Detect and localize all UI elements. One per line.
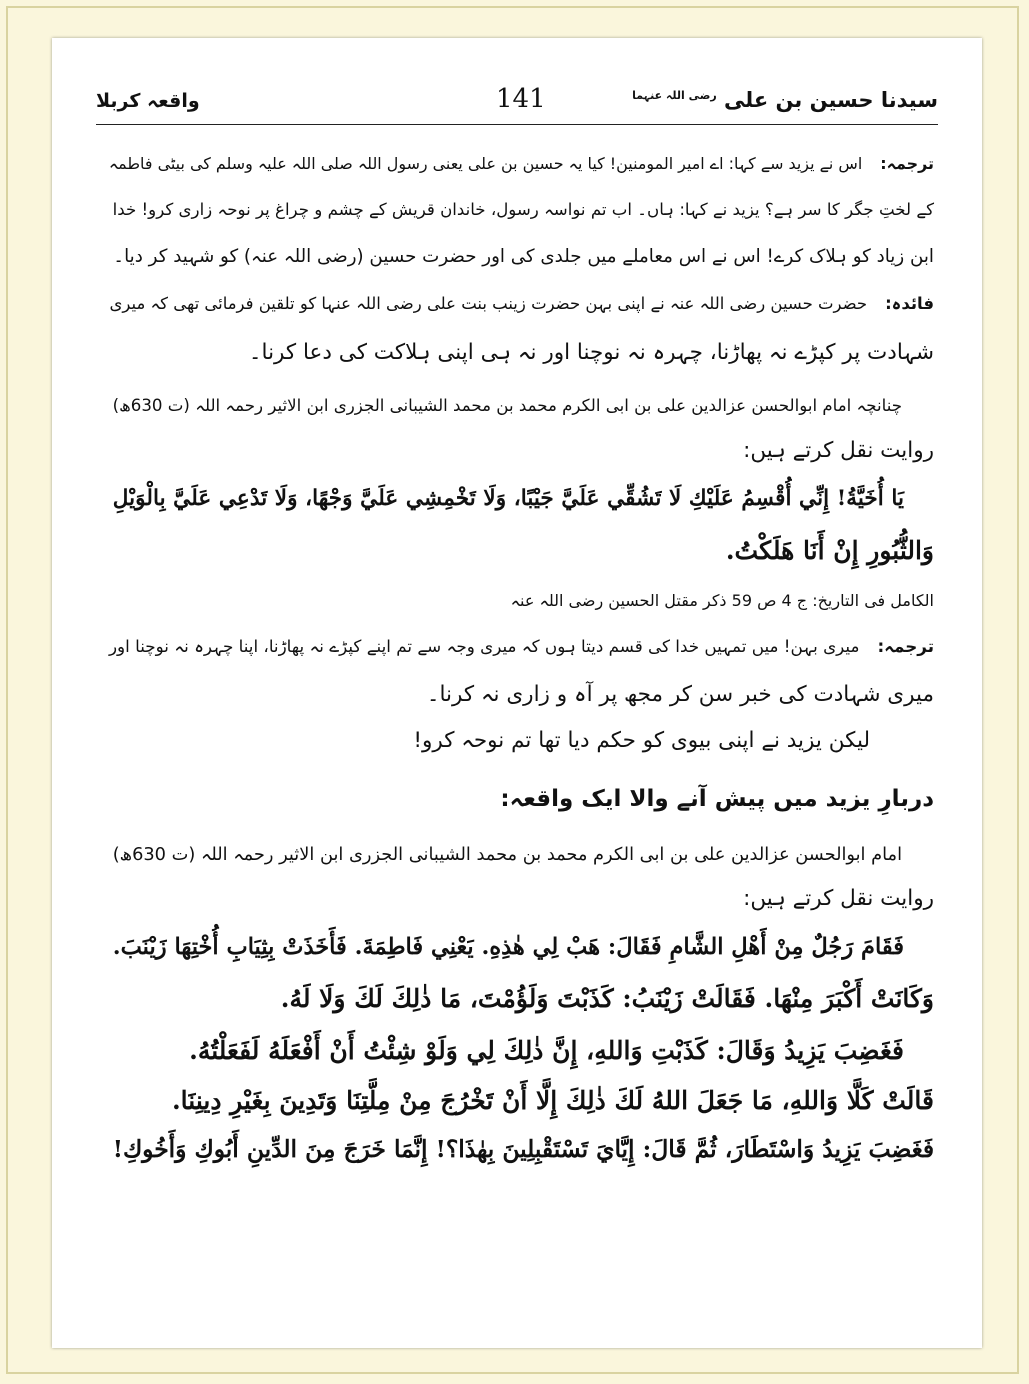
paragraph-line: کے لختِ جگر کا سر ہے؟ یزید نے کہا: ہاں۔ اب تم نواسہ رسول، خاندان قریش کے چشم و چراغ پر نوحہ زاری کرو! خدا (112, 200, 934, 219)
paragraph-line: ابن زیاد کو ہلاک کرے! اس نے اس معاملے میں جلدی کی اور حضرت حسین (رضی اللہ عنہ) کو شہید کر دیا۔ (113, 246, 934, 267)
paragraph-line: امام ابوالحسن عزالدین علی بن ابی الکرم محمد بن محمد الشیبانی الجزری ابن الاثیر رحمہ اللہ (ت 630ھ) (112, 844, 902, 865)
paragraph-line: روایت نقل کرتے ہیں: (743, 438, 934, 463)
arabic-quote-line: فَقَامَ رَجُلٌ مِنْ أَهْلِ الشَّامِ فَقَالَ: هَبْ لِي هٰذِهِ. يَعْنِي فَاطِمَةَ. فَأَخَذَتْ بِثِيَابِ أُخْتِهَا زَيْنَبَ. (112, 934, 904, 960)
paragraph-line (110, 296, 934, 312)
chapter-title: واقعہ کربلا (96, 90, 200, 112)
line-label: ترجمہ: (877, 636, 934, 656)
arabic-quote-line: وَالثُّبُورِ إِنْ أَنَا هَلَكْتُ. (725, 536, 934, 565)
arabic-quote-line: فَغَضِبَ يَزِيدُ وَاسْتَطَارَ، ثُمَّ قَالَ: إِيَّايَ تَسْتَقْبِلِينَ بِهٰذَا؟! إِنَّمَا خَرَجَ مِنَ الدِّينِ أَبُوكِ وَأَخُوكِ! (112, 1135, 934, 1163)
paragraph-line: چنانچہ امام ابوالحسن عزالدین علی بن ابی الکرم محمد بن محمد الشیبانی الجزری ابن الاثیر رحمہ اللہ (ت 630ھ) (112, 396, 902, 415)
line-text: اس نے یزید سے کہا: اے امیر المومنین! کیا یہ حسین بن علی یعنی رسول اللہ صلی اللہ علیہ وسلم کی بیٹی فاطمہ (108, 154, 863, 173)
honorific: رضی اللہ عنہما (632, 89, 717, 102)
arabic-quote-line: وَكَانَتْ أَكْبَرَ مِنْهَا. فَقَالَتْ زَيْنَبُ: كَذَبْتَ وَلَؤُمْتَ، مَا ذٰلِكَ لَكَ وَلَا لَهُ. (280, 984, 934, 1013)
arabic-quote-line: يَا أُخَيَّةُ! إِنِّي أُقْسِمُ عَلَيْكِ لَا تَشُقِّي عَلَيَّ جَيْبًا، وَلَا تَخْمِشِي عَلَيَّ وَجْهًا، وَلَا تَدْعِي عَلَيَّ بِالْوَيْلِ (112, 486, 904, 511)
running-header (96, 84, 938, 125)
page-number: 141 (496, 84, 546, 114)
line-label: ترجمہ: (880, 154, 934, 173)
paragraph-line (109, 638, 934, 655)
book-page (52, 38, 982, 1348)
paragraph-line: میری شہادت کی خبر سن کر مجھ پر آہ و زاری نہ کرنا۔ (426, 682, 934, 707)
line-text: میری بہن! میں تمہیں خدا کی قسم دیتا ہوں کہ میری وجہ سے تم اپنے کپڑے نہ پھاڑنا، اپنا چہرہ نہ نوچنا اور (108, 636, 860, 656)
paragraph-line: روایت نقل کرتے ہیں: (743, 886, 934, 911)
paragraph-line: لیکن یزید نے اپنی بیوی کو حکم دیا تھا تم نوحہ کرو! (413, 728, 870, 753)
source-reference: الکامل فی التاریخ: ج 4 ص 59 ذکر مقتل الحسین رضی اللہ عنہ (510, 591, 934, 610)
book-title-text: سیدنا حسین بن علی (724, 88, 938, 112)
paragraph-line: شہادت پر کپڑے نہ پھاڑنا، چہرہ نہ نوچنا اور نہ ہی اپنی ہلاکت کی دعا کرنا۔ (248, 340, 934, 365)
section-heading: دربارِ یزید میں پیش آنے والا ایک واقعہ: (500, 786, 934, 812)
paragraph-line (109, 156, 934, 172)
line-text: حضرت حسین رضی اللہ عنہ نے اپنی بہن حضرت زینب بنت علی رضی اللہ عنہا کو تلقین فرمائی تھی کہ میری (109, 294, 868, 313)
book-title (632, 88, 938, 112)
arabic-quote-line: قَالَتْ كَلَّا وَاللهِ، مَا جَعَلَ اللهُ لَكَ ذٰلِكَ إِلَّا أَنْ تَخْرُجَ مِنْ مِلَّتِنَا وَتَدِينَ بِغَيْرِ دِينِنَا. (171, 1086, 934, 1115)
arabic-quote-line: فَغَضِبَ يَزِيدُ وَقَالَ: كَذَبْتِ وَاللهِ، إِنَّ ذٰلِكَ لِي وَلَوْ شِئْتُ أَنْ أَفْعَلَهُ لَفَعَلْتُهُ. (189, 1036, 904, 1065)
line-label: فائدہ: (885, 294, 934, 313)
